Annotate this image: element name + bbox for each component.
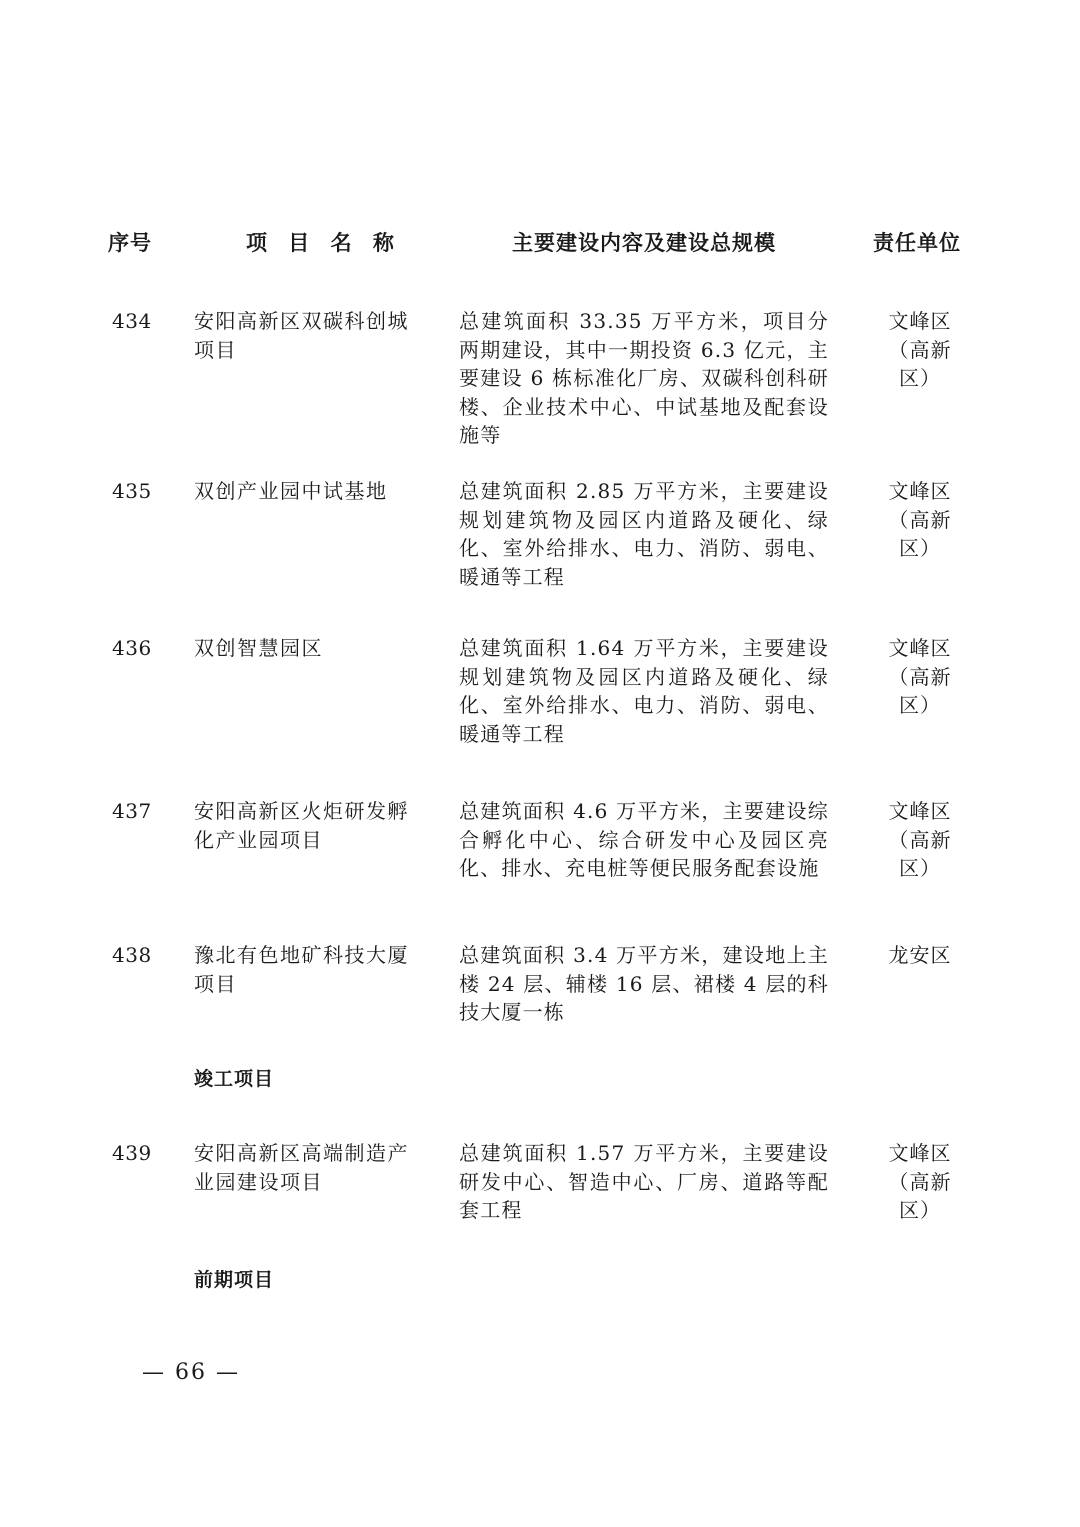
row-seq: 436 xyxy=(112,636,152,660)
header-responsible-unit: 责任单位 xyxy=(873,231,961,255)
row-seq: 439 xyxy=(112,1141,152,1165)
section-heading-preliminary: 前期项目 xyxy=(194,1269,275,1291)
row-unit: 文峰区（高新区） xyxy=(888,799,952,880)
header-content: 主要建设内容及建设总规模 xyxy=(512,231,776,255)
header-project-name: 项 目 名 称 xyxy=(246,231,401,255)
row-name: 安阳高新区火炬研发孵化产业园项目 xyxy=(194,799,409,852)
row-name: 双创产业园中试基地 xyxy=(194,479,388,503)
row-content: 总建筑面积 1.64 万平方米，主要建设规划建筑物及园区内道路及硬化、绿化、室外给排水、电力、消防、弱电、暖通等工程 xyxy=(459,636,829,746)
page-number: — 66 — xyxy=(142,1360,240,1385)
row-unit: 文峰区（高新区） xyxy=(888,479,952,560)
row-seq: 438 xyxy=(112,943,152,967)
row-seq: 437 xyxy=(112,799,152,823)
row-unit: 文峰区（高新区） xyxy=(888,1141,952,1222)
row-seq: 435 xyxy=(112,479,152,503)
row-content: 总建筑面积 4.6 万平方米，主要建设综合孵化中心、综合研发中心及园区亮化、排水、充电桩等便民服务配套设施 xyxy=(459,799,829,880)
row-name: 豫北有色地矿科技大厦项目 xyxy=(194,943,409,996)
row-content: 总建筑面积 3.4 万平方米，建设地上主楼 24 层、辅楼 16 层、裙楼 4 层的科技大厦一栋 xyxy=(459,943,829,1024)
row-unit: 龙安区 xyxy=(888,943,952,967)
row-name: 安阳高新区高端制造产业园建设项目 xyxy=(194,1141,409,1194)
row-unit: 文峰区（高新区） xyxy=(888,636,952,717)
section-heading-completed: 竣工项目 xyxy=(194,1068,275,1090)
row-content: 总建筑面积 2.85 万平方米，主要建设规划建筑物及园区内道路及硬化、绿化、室外给排水、电力、消防、弱电、暖通等工程 xyxy=(459,479,829,589)
row-unit: 文峰区（高新区） xyxy=(888,309,952,390)
header-seq: 序号 xyxy=(108,231,152,255)
row-content: 总建筑面积 1.57 万平方米，主要建设研发中心、智造中心、厂房、道路等配套工程 xyxy=(459,1141,829,1222)
row-seq: 434 xyxy=(112,309,152,333)
row-name: 双创智慧园区 xyxy=(194,636,323,660)
row-content: 总建筑面积 33.35 万平方米，项目分两期建设，其中一期投资 6.3 亿元，主要建设 6 栋标准化厂房、双碳科创科研楼、企业技术中心、中试基地及配套设施等 xyxy=(459,309,829,447)
row-name: 安阳高新区双碳科创城项目 xyxy=(194,309,409,362)
